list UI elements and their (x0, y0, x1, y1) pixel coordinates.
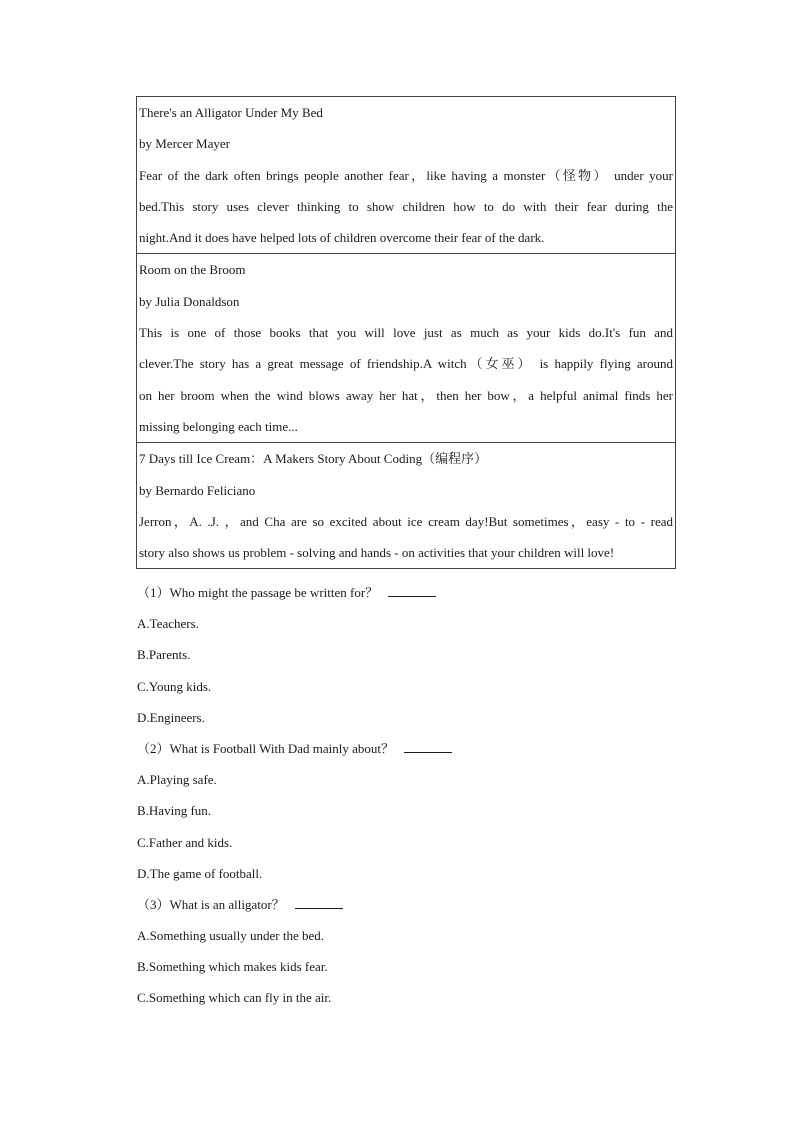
question-2 (137, 733, 677, 889)
book-description-line: Jerron，A. .J. ，and Cha are so excited about ice cream day!But sometimes，easy - to - read (139, 513, 673, 529)
book-description-line: missing belonging each time... (139, 418, 298, 434)
question-option: A.Playing safe. (137, 772, 217, 788)
question-stem: （1）Who might the passage be written for？ (137, 585, 379, 600)
question-stem: （2）What is Football With Dad mainly about？ (137, 740, 395, 756)
question-option: B.Parents. (137, 647, 191, 663)
question-option: C.Something which can fly in the air. (137, 990, 332, 1006)
question-option: C.Father and kids. (137, 834, 233, 850)
book-description-line: clever.The story has a great message of friendship.A witch（女巫） is happily flying around (139, 356, 673, 372)
book-author: by Julia Donaldson (139, 293, 240, 309)
book-row (137, 443, 676, 569)
book-author: by Bernardo Feliciano (139, 482, 256, 498)
book-title: Room on the Broom (139, 262, 246, 278)
book-author: by Mercer Mayer (139, 136, 230, 152)
book-list-table (136, 96, 676, 569)
book-description-line: on her broom when the wind blows away her hat，then her bow，a helpful animal finds her (139, 387, 673, 403)
question-3 (137, 889, 677, 1014)
question-option: A.Something usually under the bed. (137, 928, 325, 944)
question-stem: （3）What is an alligator？ (137, 896, 285, 912)
question-option: D.The game of football. (137, 865, 263, 881)
book-title: 7 Days till Ice Cream：A Makers Story About Coding（编程序） (139, 451, 488, 467)
book-row (137, 97, 676, 254)
book-description-line: This is one of those books that you will love just as much as your kids do.It's fun and (139, 325, 673, 341)
book-cell-alligator (137, 97, 676, 254)
question-option: B.Something which makes kids fear. (137, 959, 328, 975)
question-list (137, 577, 677, 1014)
book-description-line: bed.This story uses clever thinking to show children how to do with their fear during the (139, 198, 673, 214)
answer-blank[interactable] (295, 896, 343, 909)
book-description-line: Fear of the dark often brings people another fear，like having a monster（怪物） under your (139, 167, 673, 183)
question-option: B.Having fun. (137, 803, 212, 819)
question-option: D.Engineers. (137, 709, 205, 725)
book-description-line: story also shows us problem - solving and hands - on activities that your children will love! (139, 545, 615, 561)
question-option: C.Young kids. (137, 678, 212, 694)
answer-blank[interactable] (404, 740, 452, 753)
question-option: A.Teachers. (137, 616, 199, 632)
book-cell-broom (137, 254, 676, 443)
answer-blank[interactable] (388, 584, 436, 597)
book-cell-ice-cream (137, 443, 676, 569)
book-row (137, 254, 676, 443)
question-1 (137, 577, 677, 733)
book-description-line: night.And it does have helped lots of children overcome their fear of the dark. (139, 230, 545, 246)
book-title: There's an Alligator Under My Bed (139, 105, 323, 120)
